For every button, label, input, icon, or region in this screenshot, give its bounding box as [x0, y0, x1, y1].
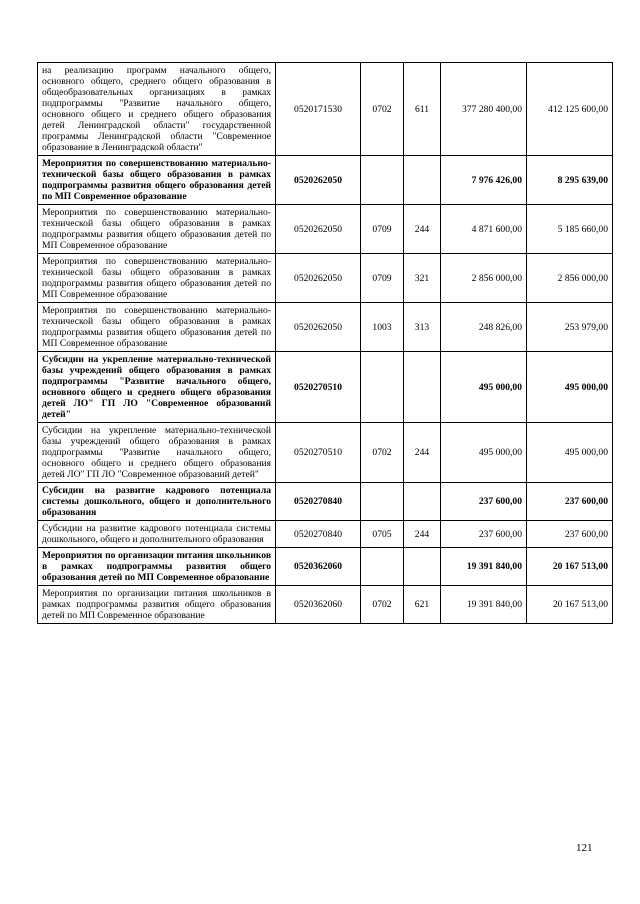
- amount-year2-cell: 237 600,00: [527, 483, 613, 521]
- section-cell: 0709: [361, 205, 404, 254]
- amount-year2-cell: 8 295 639,00: [527, 156, 613, 205]
- expense-type-cell: [404, 483, 441, 521]
- target-code-cell: 0520270510: [276, 352, 361, 423]
- page-number: 121: [576, 842, 593, 854]
- section-cell: 0702: [361, 423, 404, 483]
- expense-type-cell: 621: [404, 586, 441, 624]
- expense-type-cell: [404, 548, 441, 586]
- expense-type-cell: 244: [404, 423, 441, 483]
- amount-year1-cell: 237 600,00: [441, 521, 527, 548]
- row-name-cell: Субсидии на развитие кадрового потенциала системы дошкольного, общего и дополнительного образования: [38, 521, 276, 548]
- amount-year2-cell: 253 979,00: [527, 303, 613, 352]
- amount-year1-cell: 4 871 600,00: [441, 205, 527, 254]
- row-name-cell: Мероприятия по совершенствованию материально-технической базы общего образования в рамках подпрограммы развития общего образования детей по МП Современное образование: [38, 254, 276, 303]
- expense-type-cell: [404, 352, 441, 423]
- section-cell: [361, 352, 404, 423]
- amount-year1-cell: 2 856 000,00: [441, 254, 527, 303]
- section-cell: 0709: [361, 254, 404, 303]
- table-row: [38, 303, 613, 352]
- amount-year2-cell: 20 167 513,00: [527, 586, 613, 624]
- section-cell: 0705: [361, 521, 404, 548]
- target-code-cell: 0520270510: [276, 423, 361, 483]
- target-code-cell: 0520270840: [276, 483, 361, 521]
- row-name-cell: Мероприятия по организации питания школьников в рамках подпрограммы развития общего образования детей по МП Современное образование: [38, 586, 276, 624]
- row-name-cell: Субсидии на укрепление материально-технической базы учреждений общего образования в рамках подпрограммы "Развитие начального общего, основного общего и среднего общего образования детей ЛО" ГП ЛО "Современное образований детей": [38, 423, 276, 483]
- table-row: [38, 521, 613, 548]
- table-row: [38, 548, 613, 586]
- row-name-cell: на реализацию программ начального общего, основного общего, среднего общего образования в общеобразовательных организациях в рамках подпрограммы "Развитие начального общего, основного общего и среднего общего образования детей Ленинградской области" государственной программы Ленинградской области "Современное образование в Ленинградской области": [38, 63, 276, 156]
- amount-year2-cell: 5 185 660,00: [527, 205, 613, 254]
- table-row: [38, 352, 613, 423]
- table-row: [38, 423, 613, 483]
- section-cell: [361, 548, 404, 586]
- target-code-cell: 0520270840: [276, 521, 361, 548]
- amount-year1-cell: 19 391 840,00: [441, 586, 527, 624]
- table-row: [38, 586, 613, 624]
- amount-year1-cell: 495 000,00: [441, 352, 527, 423]
- row-name-cell: Субсидии на укрепление материально-технической базы учреждений общего образования в рамках подпрограммы "Развитие начального общего, основного общего и среднего общего образования детей ЛО" ГП ЛО "Современное образований детей": [38, 352, 276, 423]
- target-code-cell: 0520262050: [276, 205, 361, 254]
- table-row: [38, 205, 613, 254]
- table-row: [38, 63, 613, 156]
- expense-type-cell: 244: [404, 521, 441, 548]
- target-code-cell: 0520262050: [276, 303, 361, 352]
- expense-type-cell: [404, 156, 441, 205]
- row-name-cell: Мероприятия по совершенствованию материально-технической базы общего образования в рамках подпрограммы развития общего образования детей по МП Современное образование: [38, 303, 276, 352]
- amount-year1-cell: 495 000,00: [441, 423, 527, 483]
- amount-year2-cell: 495 000,00: [527, 423, 613, 483]
- row-name-cell: Мероприятия по совершенствованию материально-технической базы общего образования в рамках подпрограммы развития общего образования детей по МП Современное образование: [38, 156, 276, 205]
- target-code-cell: 0520362060: [276, 548, 361, 586]
- target-code-cell: 0520262050: [276, 254, 361, 303]
- row-name-cell: Мероприятия по организации питания школьников в рамках подпрограммы развития общего образования детей по МП Современное образование: [38, 548, 276, 586]
- target-code-cell: 0520262050: [276, 156, 361, 205]
- amount-year1-cell: 237 600,00: [441, 483, 527, 521]
- amount-year1-cell: 7 976 426,00: [441, 156, 527, 205]
- table-row: [38, 483, 613, 521]
- target-code-cell: 0520171530: [276, 63, 361, 156]
- section-cell: 0702: [361, 63, 404, 156]
- expense-type-cell: 244: [404, 205, 441, 254]
- section-cell: [361, 156, 404, 205]
- row-name-cell: Субсидии на развитие кадрового потенциала системы дошкольного, общего и дополнительного образования: [38, 483, 276, 521]
- expense-type-cell: 313: [404, 303, 441, 352]
- amount-year1-cell: 377 280 400,00: [441, 63, 527, 156]
- row-name-cell: Мероприятия по совершенствованию материально-технической базы общего образования в рамках подпрограммы развития общего образования детей по МП Современное образование: [38, 205, 276, 254]
- target-code-cell: 0520362060: [276, 586, 361, 624]
- table-row: [38, 156, 613, 205]
- budget-table: [37, 62, 613, 624]
- expense-type-cell: 611: [404, 63, 441, 156]
- section-cell: 0702: [361, 586, 404, 624]
- amount-year1-cell: 248 826,00: [441, 303, 527, 352]
- section-cell: 1003: [361, 303, 404, 352]
- budget-table-body: [38, 63, 613, 624]
- amount-year2-cell: 495 000,00: [527, 352, 613, 423]
- amount-year1-cell: 19 391 840,00: [441, 548, 527, 586]
- amount-year2-cell: 2 856 000,00: [527, 254, 613, 303]
- section-cell: [361, 483, 404, 521]
- table-row: [38, 254, 613, 303]
- amount-year2-cell: 412 125 600,00: [527, 63, 613, 156]
- amount-year2-cell: 237 600,00: [527, 521, 613, 548]
- expense-type-cell: 321: [404, 254, 441, 303]
- amount-year2-cell: 20 167 513,00: [527, 548, 613, 586]
